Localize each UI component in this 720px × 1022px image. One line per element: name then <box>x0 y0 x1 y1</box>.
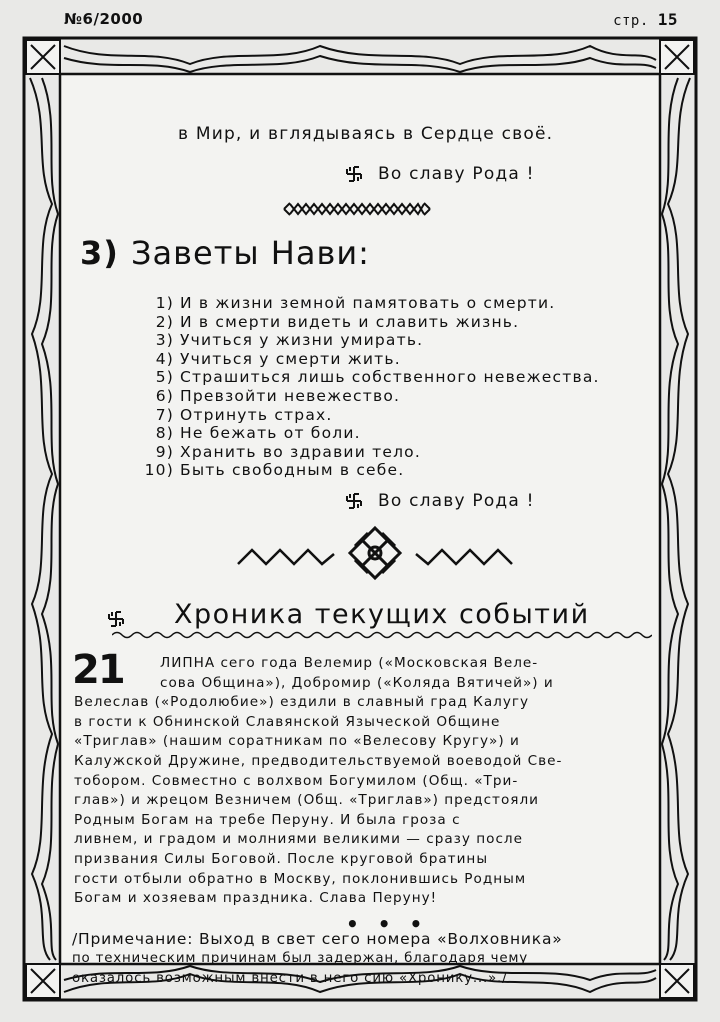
chronicle-line: глав») и жрецом Везничем (Общ. «Триглав») предстояли <box>74 792 539 809</box>
zigzag-ornament-icon <box>282 198 432 220</box>
list-item: 2) И в смерти видеть и славить жизнь. <box>155 312 520 331</box>
chronicle-line: гости отбыли обратно в Москву, поклонившись Родным <box>74 870 527 887</box>
wavy-underline-icon <box>112 630 652 640</box>
list-item: 7) Отринуть страх. <box>155 405 333 424</box>
list-item: 1) И в жизни земной памятовать о смерти. <box>155 294 556 312</box>
list-item: 8) Не бежать от боли. <box>155 424 361 443</box>
chronicle-text <box>74 654 660 909</box>
glory-text-2: Во славу Рода ! <box>378 491 535 511</box>
kolovrat-icon <box>344 491 364 511</box>
note-line: оказалось возможным внести в него сию «Хронику...»./ <box>72 970 508 986</box>
chronicle-line: тобором. Совместно с волхвом Богумилом (Общ. «Три- <box>74 772 519 789</box>
chronicle-line: в гости к Обнинской Славянской Языческой Общине <box>74 713 501 730</box>
list-item: 3) Учиться у жизни умирать. <box>155 331 424 350</box>
glory-line-2 <box>344 491 535 511</box>
chronicle-line: Богам и хозяевам праздника. Слава Перуну! <box>74 890 438 907</box>
note-line: /Примечание: Выход в свет сего номера «Волховника» <box>72 930 563 948</box>
list-item: 5) Страшиться лишь собственного невежества. <box>155 368 600 387</box>
chronicle-line: «Триглав» (нашим соратникам по «Велесову Кругу») и <box>74 733 520 750</box>
editor-note <box>72 930 662 988</box>
chronicle-line: Велеслав («Родолюбие») ездили в славный град Калугу <box>74 694 530 711</box>
precepts-list <box>140 294 600 480</box>
glory-text-1: Во славу Рода ! <box>378 164 535 184</box>
page-content <box>72 94 672 986</box>
note-line: по техническим причинам был задержан, благодаря чему <box>72 951 528 967</box>
separator-dots: • • • <box>346 912 429 936</box>
section-heading <box>80 234 370 272</box>
section-title: Заветы Нави: <box>131 234 370 272</box>
kolovrat-icon <box>106 609 126 629</box>
chronicle-line: ЛИПНА сего года Велемир («Московская Веле- <box>160 655 539 671</box>
chronicle-line: Калужской Дружине, предводительствуемой воеводой Све- <box>74 752 563 769</box>
top-line: в Мир, и вглядываясь в Сердце своё. <box>178 124 554 144</box>
list-item: 9) Хранить во здравии тело. <box>155 442 421 461</box>
list-item: 6) Превзойти невежество. <box>155 386 401 405</box>
chronicle-title: Хроника текущих событий <box>174 599 590 630</box>
section-number: 3) <box>80 234 119 272</box>
chronicle-date-number: 21 <box>72 647 124 693</box>
glory-line-1 <box>344 164 535 184</box>
list-item: 10) Быть свободным в себе. <box>144 461 405 480</box>
page-label: стр. <box>613 13 649 29</box>
list-item: 4) Учиться у смерти жить. <box>155 349 401 368</box>
page-number-value: 15 <box>657 10 678 29</box>
kolovrat-icon <box>344 164 364 184</box>
page-number <box>613 10 678 29</box>
ornamental-frame <box>20 34 700 1004</box>
knot-ornament-icon <box>230 524 520 584</box>
chronicle-line: сова Община»), Добромир («Коляда Вятичей») и <box>160 674 554 691</box>
chronicle-line: призвания Силы Боговой. После круговой братины <box>74 850 489 867</box>
chronicle-line: ливнем, и градом и молниями великими — сразу после <box>74 831 523 848</box>
chronicle-line: Родным Богам на требе Перуну. И была гроза с <box>74 811 461 828</box>
issue-number: №6/2000 <box>64 10 144 28</box>
